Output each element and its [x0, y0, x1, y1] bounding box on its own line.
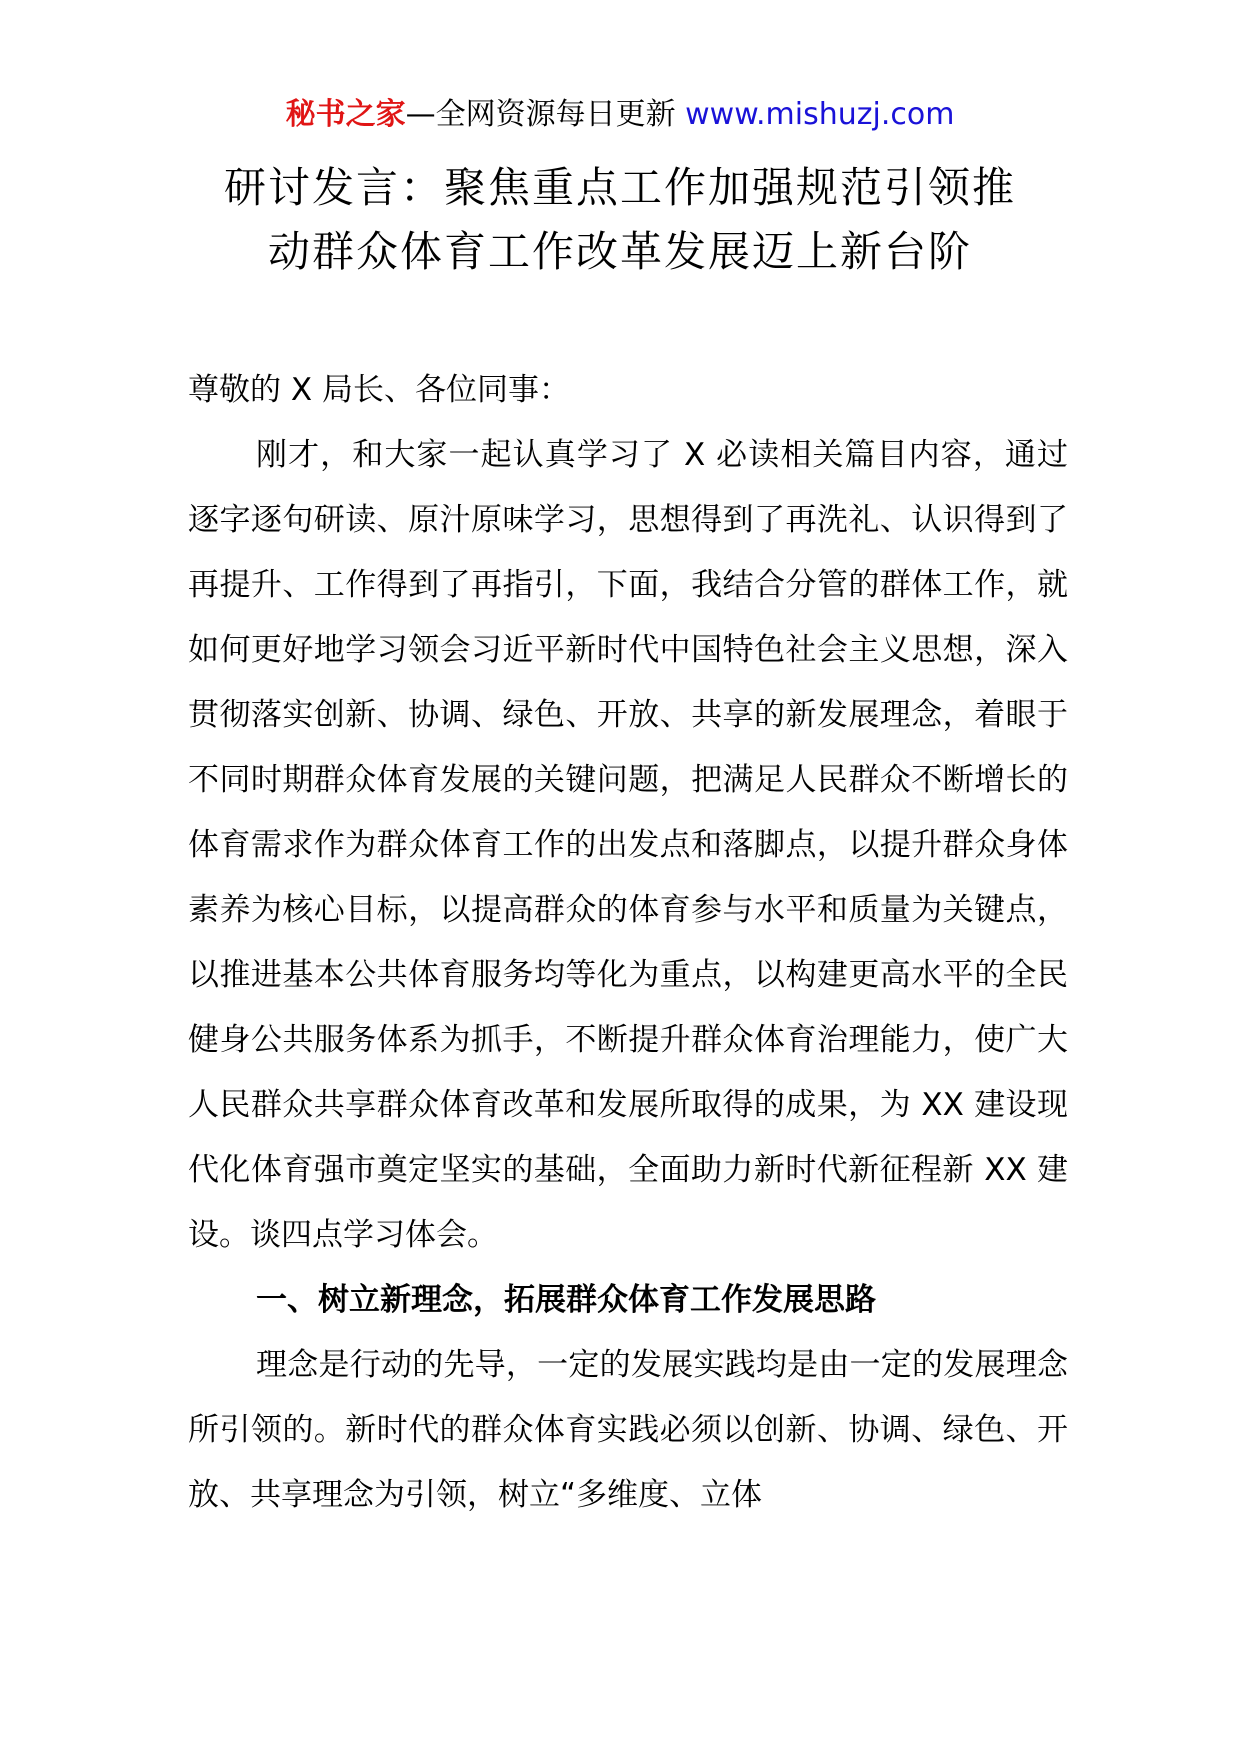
site-slogan: —全网资源每日更新 [405, 97, 686, 132]
body-paragraph-2: 理念是行动的先导，一定的发展实践均是由一定的发展理念所引领的。新时代的群众体育实践必须以创新、协调、绿色、开放、共享理念为引领，树立“多维度、立体 [188, 1347, 1068, 1513]
document-body [188, 358, 1068, 1528]
brand-name: 秘书之家 [285, 97, 406, 132]
document-title [150, 156, 1090, 284]
title-line-2: 动群众体育工作改革发展迈上新台阶 [267, 227, 972, 276]
site-url-link[interactable]: www.mishuzj.com [685, 97, 955, 132]
salutation: 尊敬的 X 局长、各位同事： [188, 372, 570, 408]
title-line-1: 研讨发言：聚焦重点工作加强规范引领推 [223, 163, 1016, 212]
site-header [0, 98, 1240, 132]
body-paragraph-1: 刚才，和大家一起认真学习了 X 必读相关篇目内容，通过逐字逐句研读、原汁原味学习，思想得到了再洗礼、认识得到了再提升、工作得到了再指引，下面，我结合分管的群体工作，就如何更好地学习领会习近平新时代中国特色社会主义思想，深入贯彻落实创新、协调、绿色、开放、共享的新发展理念，着眼于不同时期群众体育发展的关键问题，把满足人民群众不断增长的体育需求作为群众体育工作的出发点和落脚点，以提升群众身体素养为核心目标，以提高群众的体育参与水平和质量为关键点，以推进基本公共体育服务均等化为重点，以构建更高水平的全民健身公共服务体系为抓手，不断提升群众体育治理能力，使广大人民群众共享群众体育改革和发展所取得的成果，为 XX 建设现代化体育强市奠定坚实的基础，全面助力新时代新征程新 XX 建设。谈四点学习体会。 [188, 437, 1068, 1253]
section-heading-1: 一、树立新理念，拓展群众体育工作发展思路 [256, 1282, 876, 1318]
